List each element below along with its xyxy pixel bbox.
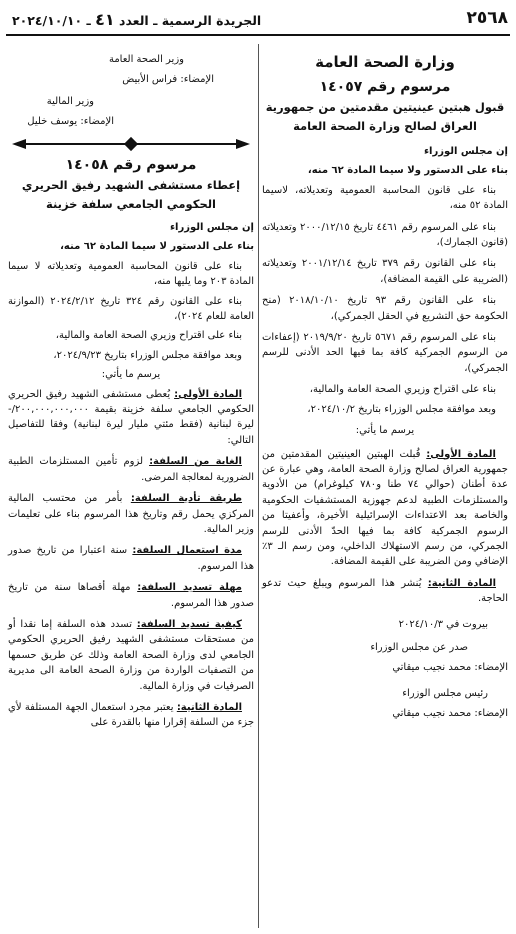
basis-constitution: بناء على الدستور لا سيما المادة ٦٢ منه، xyxy=(60,241,254,253)
loan-detail-label: مهلة تسديد السلفة: xyxy=(137,582,242,594)
decrees-heading: يرسم ما يأتي: xyxy=(355,425,415,437)
gazette-name: الجريدة الرسمية ـ العدد xyxy=(119,13,262,28)
loan-detail-item xyxy=(8,580,254,611)
decree-subject-line-1: إعطاء مستشفى الشهيد رفيق الحريري xyxy=(21,178,241,192)
finance-minister-signature: الإمضاء: يوسف خليل xyxy=(27,116,114,127)
loan-detail-text: لزوم تأمين المستلزمات الطبية الضرورية لمعالجة المرضى. xyxy=(8,456,254,483)
loan-detail-item xyxy=(8,454,254,485)
right-column xyxy=(262,42,508,928)
article-2 xyxy=(8,700,254,731)
issue-number: ٤١ xyxy=(95,10,115,29)
article-2-text: يُنشر هذا المرسوم ويبلغ حيث تدعو الحاجة. xyxy=(262,577,508,605)
ministry-heading: وزارة الصحة العامة xyxy=(315,53,455,71)
article-1-label: المادة الأولى: xyxy=(426,448,496,460)
loan-detail-item xyxy=(8,543,254,574)
basis-paragraph: بناء على المرسوم رقم ٤٤٦١ تاريخ ٢٠٠٠/١٢/١٥ وتعديلاته (قانون الجمارك)، xyxy=(262,221,508,249)
loan-detail-text: سنة اعتبارا من تاريخ صدور هذا المرسوم. xyxy=(8,545,254,572)
council-heading: إن مجلس الوزراء xyxy=(423,146,508,157)
basis-paragraph: بناء على قانون المحاسبة العمومية وتعديلاته لا سيما المادة ٢٠٣ وما يليها منه، xyxy=(8,260,254,288)
header-rule xyxy=(6,34,510,36)
decree-title-14057: مرسوم رقم ١٤٠٥٧ xyxy=(319,79,451,95)
basis-paragraph: بناء على اقتراح وزيري الصحة العامة والمالية، xyxy=(55,330,242,342)
loan-detail-label: مدة استعمال السلفة: xyxy=(132,545,242,557)
basis-paragraph: بناء على اقتراح وزيري الصحة العامة والمالية، xyxy=(309,384,496,396)
column-divider xyxy=(258,44,259,928)
basis-paragraph: بناء على قانون المحاسبة العمومية وتعديلاته، لاسيما المادة ٥٢ منه، xyxy=(262,184,508,212)
loan-detail-text: بأمر من محتسب المالية المركزي يحمل رقم وتاريخ هذا المرسوم بناء على تعليمات وزير المالية. xyxy=(8,493,254,535)
loan-detail-label: كيفية تسديد السلفة: xyxy=(136,618,242,630)
decree-subject-line-2: العراق لصالح وزارة الصحة العامة xyxy=(293,119,477,133)
issue-date: ـ ٢٠٢٤/١٠/١٠ xyxy=(12,13,91,28)
basis-paragraph: بناء على القانون رقم ٩٣ تاريخ ٢٠١٨/١٠/١٠ (منح الحكومة حق التشريع في الحقل الجمركي)، xyxy=(262,295,508,322)
pm-title: رئيس مجلس الوزراء xyxy=(402,687,488,699)
decree-subject-line-1: قبول هبتين عينيتين مقدمتين من جمهورية xyxy=(265,100,505,114)
basis-paragraph: وبعد موافقة مجلس الوزراء بتاريخ ٢٠٢٤/٩/٢٣، xyxy=(53,349,242,361)
loan-detail-item xyxy=(8,491,254,537)
article-2-label: المادة الثانية: xyxy=(427,577,496,589)
gazette-header-title xyxy=(12,10,261,29)
basis-paragraph: بناء على القانون رقم ٣٢٤ تاريخ ٢٠٢٤/٢/١٢ (الموازنة العامة للعام ٢٠٢٤)، xyxy=(8,295,254,323)
section-separator-ornament xyxy=(12,138,250,150)
loan-detail-text: مهلة أقصاها سنة من تاريخ صدور هذا المرسوم. xyxy=(8,582,254,609)
article-1 xyxy=(8,387,254,449)
article-1-label: المادة الأولى: xyxy=(174,388,242,400)
health-minister-title: وزير الصحة العامة xyxy=(108,54,184,65)
loan-detail-item xyxy=(8,617,254,694)
page-header xyxy=(6,4,510,38)
article-1-text: يُعطى مستشفى الشهيد رفيق الحريري الحكومي الجامعي سلفة خزينة بقيمة ٢٠٠,٠٠٠,٠٠٠,٠٠٠/- ليرة لبنانية (فقط مئتي مليار ليرة لبنانية) وفقا للتفاصيل التالي: xyxy=(8,388,254,446)
left-column xyxy=(8,42,254,928)
place-date: بيروت في ٢٠٢٤/١٠/٣ xyxy=(398,618,488,630)
article-1 xyxy=(262,447,508,570)
pm-signature-2: الإمضاء: محمد نجيب ميقاتي xyxy=(392,707,508,719)
basis-paragraph: وبعد موافقة مجلس الوزراء بتاريخ ٢٠٢٤/١٠/٢، xyxy=(307,403,496,415)
basis-paragraph: بناء على المرسوم رقم ٥٦٧١ تاريخ ٢٠١٩/٩/٢٠ (إعفاءات من الرسوم الجمركية كافة بما فيها الحد الأدنى للرسم الجمركي)، xyxy=(262,332,508,374)
page-number: ٢٥٦٨ xyxy=(466,8,508,28)
article-1-text: قُبلت الهبتين العينيتين المقدمتين من جمهورية العراق لصالح وزارة الصحة العامة، وهي عبارة عن عدة أطنان (حوالي ٧٤ طنا و٧٨٠ كيلوغرام) من الأدوية والمستلزمات الطبية لدعم جهوزية المستشفيات الحكومية والخاصة بعد الاعتداءات الإسرائيلية الأخيرة، وأعفيتا من الرسوم الجمركية كافة بما فيها الحدّ الأدنى للرسم الجمركي، من رسم الاستهلاك الداخلي، ومن رسم الـ ٣٪ الإضافي ومن الضريبة على القيمة المضافة. xyxy=(262,448,508,568)
loan-detail-label: طريقة تأدية السلفة: xyxy=(130,493,242,505)
article-2-text: يعتبر مجرد استعمال الجهة المستلفة لأي جزء من السلفة إقرارا منها بالقدرة على xyxy=(8,701,254,729)
council-heading: إن مجلس الوزراء xyxy=(169,222,254,233)
pm-signature-1: الإمضاء: محمد نجيب ميقاتي xyxy=(392,661,508,673)
decree-title-14058: مرسوم رقم ١٤٠٥٨ xyxy=(65,157,197,173)
loan-detail-text: تسدد هذه السلفة إما نقدا أو من مستحقات مستشفى الشهيد رفيق الحريري الحكومي الجامعي لدى وزارة الصحة العامة وذلك عن طريق حسمها من التصفيات الواردة من وزارة الصحة العامة الى مديرية الصرفيات في وزارة المالية. xyxy=(8,618,254,692)
health-minister-signature: الإمضاء: فراس الأبيض xyxy=(122,74,214,85)
article-2 xyxy=(262,576,508,607)
article-2-label: المادة الثانية: xyxy=(176,701,242,713)
issued-by: صدر عن مجلس الوزراء xyxy=(370,641,468,653)
decrees-heading: يرسم ما يأتي: xyxy=(101,369,161,381)
basis-constitution: بناء على الدستور ولا سيما المادة ٦٢ منه، xyxy=(307,165,508,177)
loan-detail-label: الغاية من السلفة: xyxy=(149,456,242,468)
basis-paragraph: بناء على القانون رقم ٣٧٩ تاريخ ٢٠٠١/١٢/١٤ وتعديلاته (الضريبة على القيمة المضافة)، xyxy=(262,258,508,285)
decree-subject-line-2: الحكومي الجامعي سلفة خزينة xyxy=(45,197,216,211)
finance-minister-title: وزير المالية xyxy=(46,96,94,107)
